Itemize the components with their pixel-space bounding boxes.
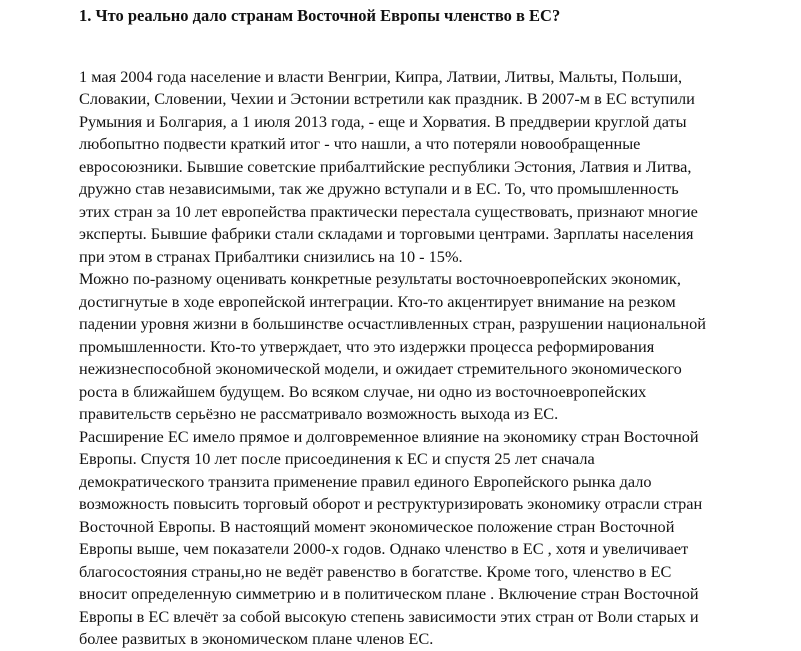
text-line: любопытно подвести краткий итог - что нашли, а что потеряли новообращенные	[79, 134, 641, 154]
text-line: Европы. Спустя 10 лет после присоединения к ЕС и спустя 25 лет сначала	[79, 449, 595, 469]
text-line: Румыния и Болгария, а 1 июля 2013 года, - еще и Хорватия. В преддверии круглой даты	[79, 111, 687, 131]
text-line: более развитых в экономическом плане членов ЕС.	[79, 629, 434, 649]
text-line: нежизнеспособной экономической модели, и ожидает стремительного экономического	[79, 359, 682, 379]
document-title: 1. Что реально дало странам Восточной Европы членство в ЕС?	[79, 6, 561, 25]
text-line: при этом в странах Прибалтики снизились на 10 - 15%.	[79, 246, 463, 266]
text-line: Словакии, Словении, Чехии и Эстонии встретили как праздник. В 2007-м в ЕС вступили	[79, 89, 695, 109]
text-line: дружно став независимыми, так же дружно вступали и в ЕС. То, что промышленность	[79, 179, 679, 199]
text-line: благосостояния страны,но не ведёт равенство в богатстве. Кроме того, членство в ЕС	[79, 561, 672, 581]
text-line: возможность повысить торговый оборот и реструктуризировать экономику отрасли стран	[79, 494, 703, 514]
text-line: Европы в ЕС влечёт за собой высокую степень зависимости этих стран от Воли старых и	[79, 606, 699, 626]
document-body	[79, 66, 706, 651]
text-line: эксперты. Бывшие фабрики стали складами и торговыми центрами. Зарплаты населения	[79, 224, 694, 244]
text-line: 1 мая 2004 года население и власти Венгрии, Кипра, Латвии, Литвы, Мальты, Польши,	[79, 67, 683, 86]
text-line: достигнутые в ходе европейской интеграции. Кто-то акцентирует внимание на резком	[79, 291, 676, 311]
text-line: промышленности. Кто-то утверждает, что это издержки процесса реформирования	[79, 336, 655, 356]
paragraph	[79, 66, 706, 268]
text-line: роста в ближайшем будущем. Во всяком случае, ни одно из восточноевропейских	[79, 381, 647, 401]
paragraph	[79, 268, 706, 425]
text-line: Восточной Европы. В настоящий момент экономическое положение стран Восточной	[79, 516, 675, 536]
text-line: демократического транзита применение правил единого Европейского рынка дало	[79, 471, 652, 491]
text-line: евросоюзники. Бывшие советские прибалтийские республики Эстония, Латвия и Литва,	[79, 156, 692, 176]
text-line: правительств серьёзно не рассматривало возможность выхода из ЕС.	[79, 404, 559, 424]
text-line: этих стран за 10 лет европейства практически перестала существовать, признают многие	[79, 201, 698, 221]
text-line: Расширение ЕС имело прямое и долговременное влияние на экономику стран Восточной	[79, 426, 699, 446]
text-line: падении уровня жизни в большинстве осчастливленных стран, разрушении национальной	[79, 314, 706, 334]
text-line: Можно по-разному оценивать конкретные результаты восточноевропейских экономик,	[79, 269, 681, 289]
text-line: Европы выше, чем показатели 2000-х годов. Однако членство в ЕС , хотя и увеличивает	[79, 539, 689, 559]
paragraph	[79, 426, 706, 651]
text-line: вносит определенную симметрию и в политическом плане . Включение стран Восточной	[79, 584, 699, 604]
